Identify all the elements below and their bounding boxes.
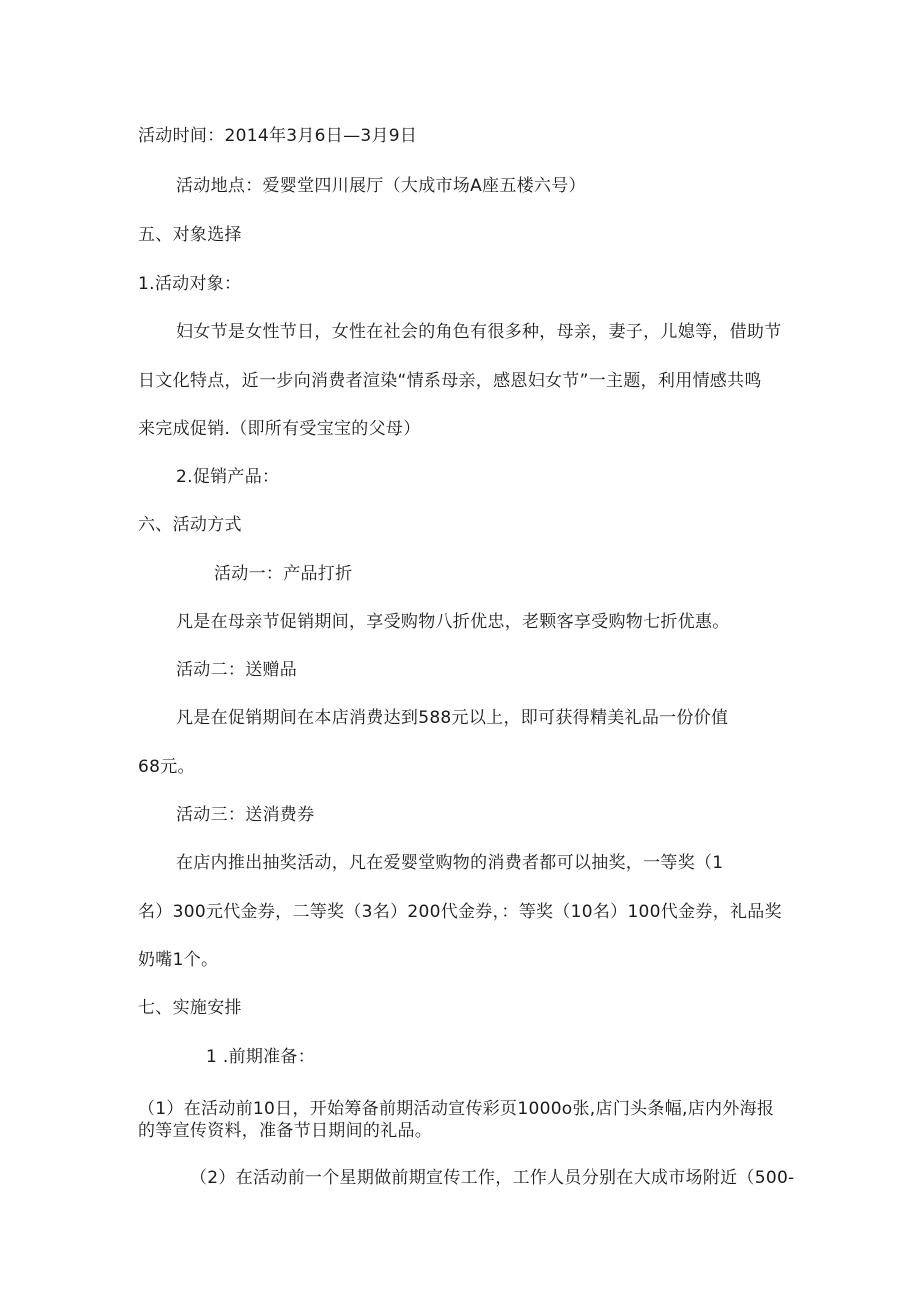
activity-3-body-line-2: 名）300元代金券，二等奖（3名）200代金券，：等奖（10名）100代金券，礼品奖 — [138, 902, 782, 922]
product-subheading: 2.促销产品： — [176, 467, 280, 487]
section-heading-method: 六、活动方式 — [138, 515, 242, 535]
activity-3-body-line-1: 在店内推出抽奖活动，凡在爱婴堂购物的消费者都可以抽奖，一等奖（1 — [176, 853, 724, 873]
preparation-item-1: （1）在活动前10日，开始筹备前期活动宣传彩页1000o张,店门头条幅,店内外海报的等宣传资料，准备节日期间的礼品。 — [138, 1099, 775, 1141]
target-subheading: 1.活动对象： — [138, 274, 242, 294]
activity-2-body-line-2: 68元。 — [138, 757, 195, 777]
activity-2-body-line-1: 凡是在促销期间在本店消费达到588元以上，即可获得精美礼品一份价值 — [176, 708, 729, 728]
section-heading-schedule: 七、实施安排 — [138, 998, 242, 1018]
activity-1-body: 凡是在母亲节促销期间，享受购物八折优忠，老颗客享受购物七折优惠。 — [176, 612, 730, 632]
activity-3-title: 活动三：送消费券 — [176, 805, 315, 825]
activity-location: 活动地点：爱婴堂四川展厅（大成市场A座五楼六号） — [176, 176, 586, 196]
target-paragraph-line-2: 日文化特点，近一步向消费者渲染“情系母亲，感恩妇女节”一主题，利用情感共鸣 — [138, 371, 762, 391]
activity-3-body-line-3: 奶嘴1个。 — [138, 950, 219, 970]
section-heading-target: 五、对象选择 — [138, 225, 242, 245]
target-paragraph-line-3: 来完成促销.（即所有受宝宝的父母） — [138, 419, 421, 439]
preparation-subheading: 1 .前期准备： — [206, 1047, 316, 1067]
activity-time: 活动时间：2014年3月6日—3月9日 — [138, 126, 418, 146]
preparation-item-2: （2）在活动前一个星期做前期宣传工作，工作人员分别在大成市场附近（500- — [190, 1168, 795, 1188]
activity-2-title: 活动二：送赠品 — [176, 660, 298, 680]
target-paragraph-line-1: 妇女节是女性节日，女性在社会的角色有很多种，母亲，妻子，儿媳等，借助节 — [176, 322, 782, 342]
activity-1-title: 活动一：产品打折 — [214, 564, 353, 584]
